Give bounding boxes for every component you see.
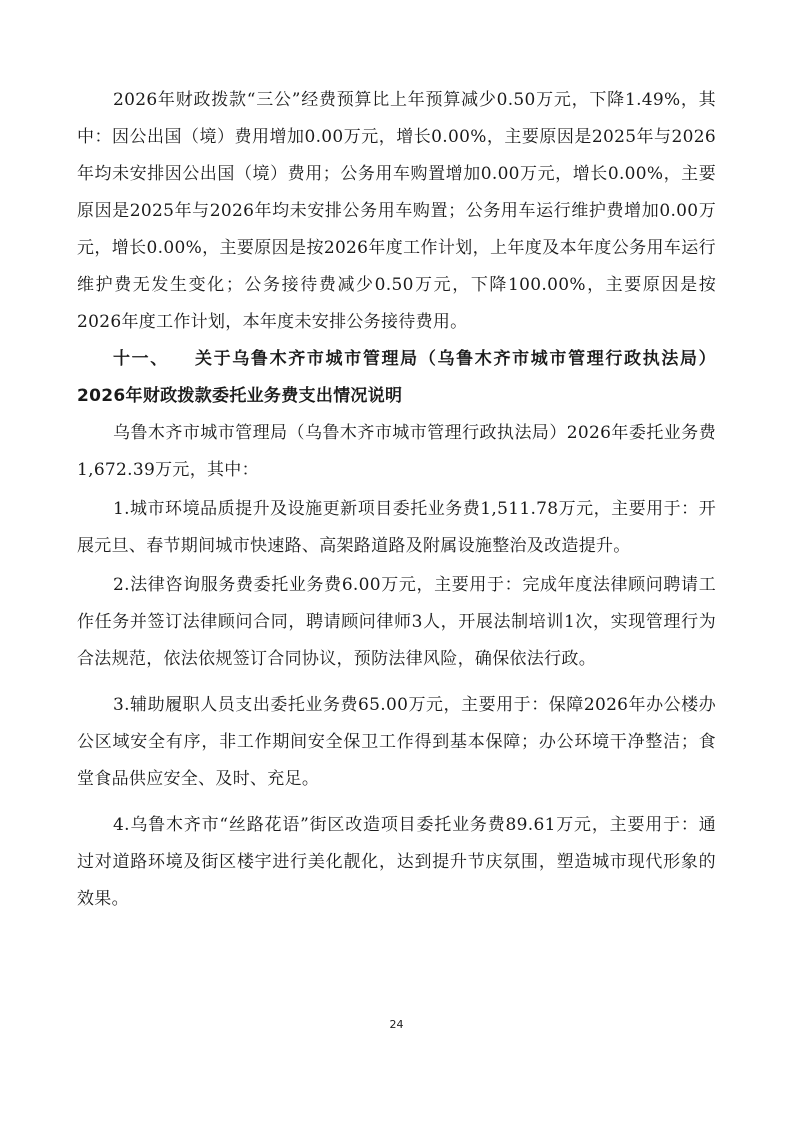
intro-paragraph: 2026年财政拨款“三公”经费预算比上年预算减少0.50万元，下降1.49%，其中：因公出国（境）费用增加0.00万元，增长0.00%，主要原因是2025年与2026年均未安排因公出国（境）费用；公务用车购置增加0.00万元，增长0.00%，主要原因是2025年与2026年均未安排公务用车购置；公务用车运行维护费增加0.00万元，增长0.00%，主要原因是按2026年度工作计划，上年度及本年度公务用车运行维护费无发生变化；公务接待费减少0.50万元，下降100.00%，主要原因是按2026年度工作计划，本年度未安排公务接待费用。 bbox=[77, 90, 716, 332]
list-item: 2.法律咨询服务费委托业务费6.00万元，主要用于：完成年度法律顾问聘请工作任务并签订法律顾问合同，聘请顾问律师3人，开展法制培训1次，实现管理行为合法规范，依法依规签订合同协议，预防法律风险，确保依法行政。 bbox=[77, 575, 716, 669]
document-body bbox=[77, 82, 716, 918]
summary-paragraph: 乌鲁木齐市城市管理局（乌鲁木齐市城市管理行政执法局）2026年委托业务费1,672.39万元，其中： bbox=[77, 423, 716, 480]
section-number: 十一、 bbox=[113, 349, 169, 369]
section-title: 关于乌鲁木齐市城市管理局（乌鲁木齐市城市管理行政执法局）2026年财政拨款委托业务费支出情况说明 bbox=[77, 349, 716, 406]
page-number: 24 bbox=[389, 1018, 404, 1031]
list-item: 1.城市环境品质提升及设施更新项目委托业务费1,511.78万元，主要用于：开展元旦、春节期间城市快速路、高架路道路及附属设施整治及改造提升。 bbox=[77, 499, 716, 556]
list-item: 3.辅助履职人员支出委托业务费65.00万元，主要用于：保障2026年办公楼办公区域安全有序，非工作期间安全保卫工作得到基本保障；办公环境干净整洁；食堂食品供应安全、及时、充足。 bbox=[77, 695, 716, 789]
list-item: 4.乌鲁木齐市“丝路花语”街区改造项目委托业务费89.61万元，主要用于：通过对道路环境及街区楼宇进行美化靓化，达到提升节庆氛围，塑造城市现代形象的效果。 bbox=[77, 815, 716, 909]
section-heading bbox=[77, 341, 716, 415]
